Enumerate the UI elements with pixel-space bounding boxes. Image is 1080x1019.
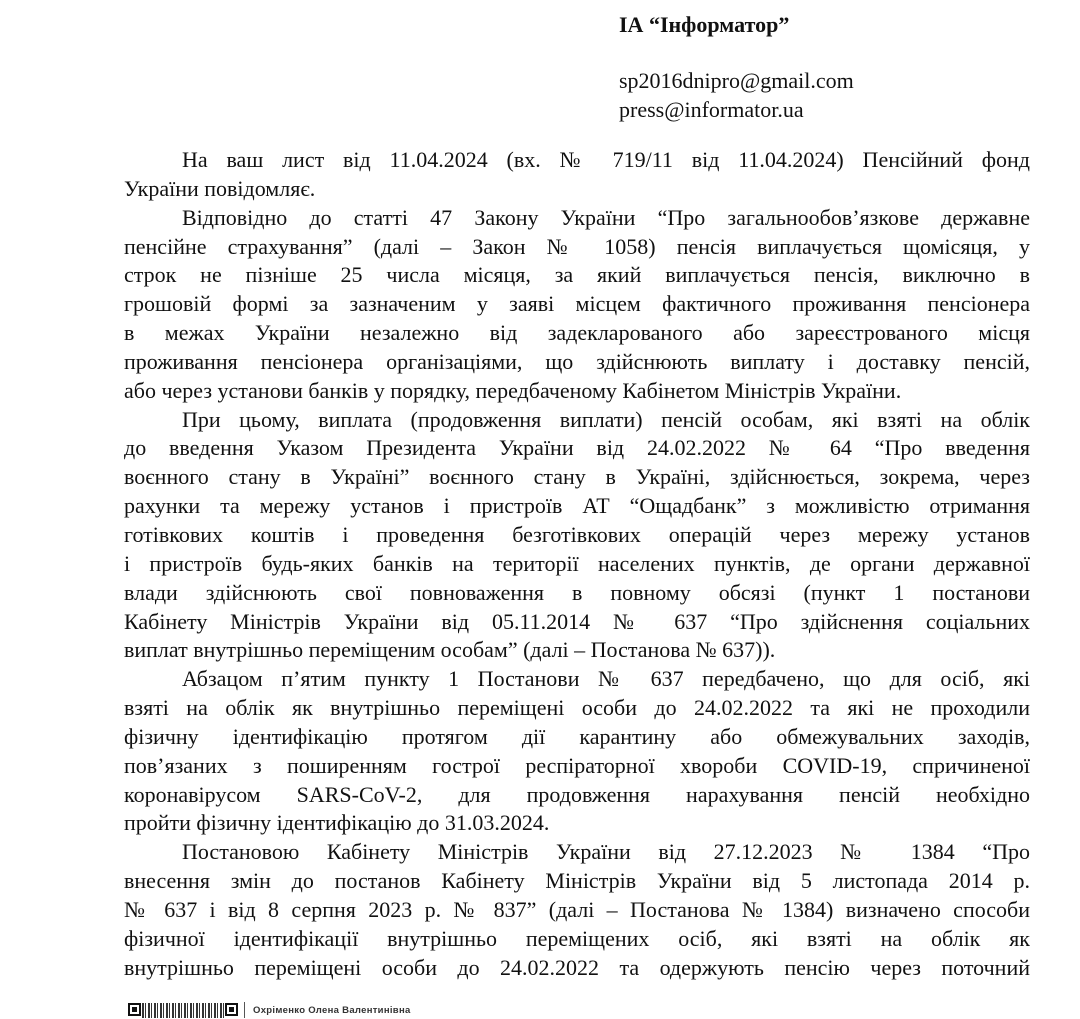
text-line: взяті на облік як внутрішньо переміщені особи до 24.02.2022 та які не проходили [124, 695, 1030, 721]
text-line: фізичної ідентифікації внутрішньо переміщених осіб, які взяті на облік як [124, 925, 1030, 951]
text-line: пенсійне страхування” (далі – Закон № 1058) пенсія виплачується щомісяця, у [124, 233, 1030, 259]
text-line: строк не пізніше 25 числа місяця, за який виплачується пенсія, виключно в [124, 262, 1030, 288]
text-line: Абзацом п’ятим пункту 1 Постанови № 637 передбачено, що для осіб, які [182, 666, 1030, 692]
text-line: Відповідно до статті 47 Закону України “Про загальнообов’язкове державне [182, 204, 1030, 230]
text-line: фізичну ідентифікацію протягом дії карантину або обмежувальних заходів, [124, 723, 1030, 749]
divider [244, 1002, 245, 1018]
signature-footer [128, 1002, 411, 1018]
letter-header [619, 10, 854, 124]
recipient-emails [619, 66, 854, 124]
text-line: При цьому, виплата (продовження виплати) пенсій особам, які взяті на облік [182, 406, 1030, 432]
recipient-email: sp2016dnipro@gmail.com [619, 68, 854, 93]
text-line: пройти фізичну ідентифікацію до 31.03.2024. [124, 810, 550, 836]
text-line: виплат внутрішньо переміщеним особам” (далі – Постанова № 637)). [124, 637, 776, 663]
text-line: внесення змін до постанов Кабінету Міністрів України від 5 листопада 2014 р. [124, 868, 1030, 894]
text-line: Кабінету Міністрів України від 05.11.2014 № 637 “Про здійснення соціальних [124, 608, 1030, 634]
text-line: або через установи банків у порядку, передбаченому Кабінетом Міністрів України. [124, 377, 902, 403]
text-line: України повідомляє. [124, 175, 316, 201]
recipient-name: ІА “Інформатор” [619, 12, 790, 37]
text-line: Постановою Кабінету Міністрів України від 27.12.2023 № 1384 “Про [182, 839, 1030, 865]
text-line: влади здійснюють свої повноваження в повному обсязі (пункт 1 постанови [124, 579, 1030, 605]
text-line: пов’язаних з поширенням гострої респіраторної хвороби COVID-19, спричиненої [124, 752, 1030, 778]
paragraph [124, 204, 1030, 406]
paragraph [124, 406, 1030, 666]
paragraph [124, 838, 1030, 982]
text-line: воєнного стану в Україні” воєнного стану в Україні, здійснюється, зокрема, через [124, 464, 1030, 490]
paragraph [124, 146, 1030, 204]
qr-code-icon [128, 1003, 238, 1018]
signer-name: Охріменко Олена Валентинівна [253, 1004, 411, 1016]
text-line: проживання пенсіонера організаціями, що здійснюють виплату і доставку пенсій, [124, 348, 1030, 374]
recipient-email: press@informator.ua [619, 97, 804, 122]
text-line: коронавірусом SARS-CoV-2, для продовження нарахування пенсій необхідно [124, 781, 1030, 807]
text-line: внутрішньо переміщені особи до 24.02.2022 та одержують пенсію через поточний [124, 954, 1030, 980]
text-line: рахунки та мережу установ і пристроїв АТ “Ощадбанк” з можливістю отримання [124, 493, 1030, 519]
letter-body [124, 146, 1030, 982]
text-line: грошовій формі за зазначеним у заяві місцем фактичного проживання пенсіонера [124, 291, 1030, 317]
text-line: і пристроїв будь-яких банків на території населених пунктів, де органи державної [124, 550, 1030, 576]
text-line: № 637 і від 8 серпня 2023 р. № 837” (далі – Постанова № 1384) визначено способи [124, 896, 1030, 922]
paragraph [124, 665, 1030, 838]
text-line: На ваш лист від 11.04.2024 (вх. № 719/11 від 11.04.2024) Пенсійний фонд [182, 147, 1030, 172]
text-line: до введення Указом Президента України від 24.02.2022 № 64 “Про введення [124, 435, 1030, 461]
text-line: готівкових коштів і проведення безготівкових операцій через мережу установ [124, 521, 1030, 547]
text-line: в межах України незалежно від задекларованого або зареєстрованого місця [124, 320, 1030, 346]
